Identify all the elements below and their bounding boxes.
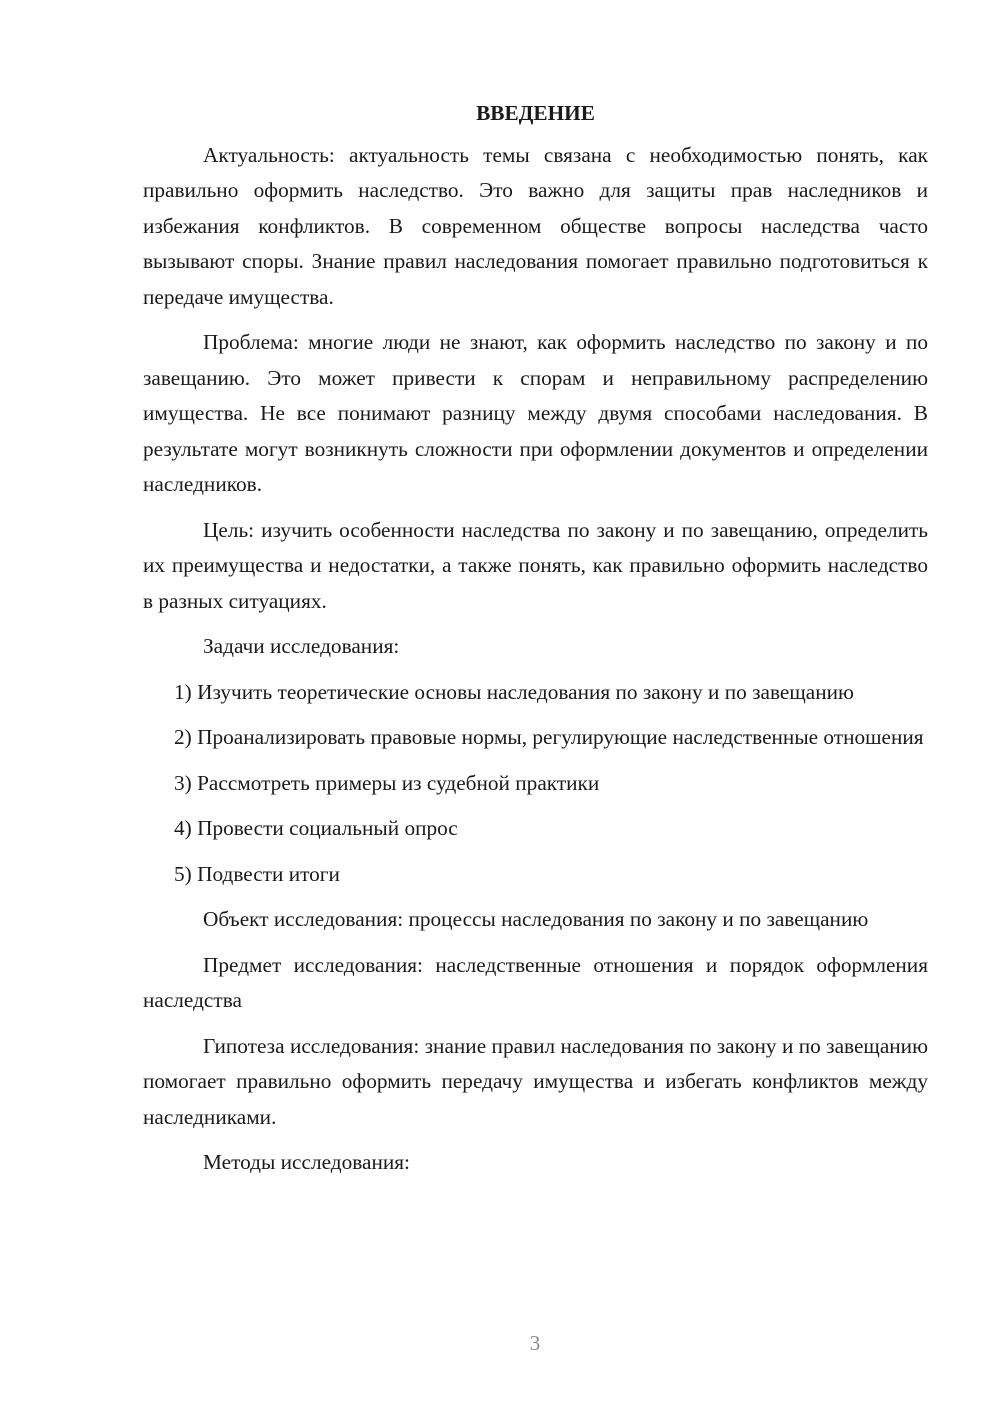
task-item-3: 3) Рассмотреть примеры из судебной практики — [174, 770, 600, 795]
paragraph-problem: Проблема: многие люди не знают, как оформить наследство по закону и по завещанию. Это может привести к спорам и неправильному распределению имущества. Не все понимают разницу между двумя способами наследования. В результате могут возникнуть сложности при оформлении документов и определении наследников. — [143, 330, 928, 496]
task-item-4: 4) Провести социальный опрос — [174, 816, 458, 840]
document-page — [143, 96, 928, 1191]
task-item-2: 2) Проанализировать правовые нормы, регулирующие наследственные отношения — [174, 725, 924, 749]
task-item-5: 5) Подвести итоги — [174, 861, 340, 886]
paragraph-goal: Цель: изучить особенности наследства по закону и по завещанию, определить их преимущества и недостатки, а также понять, как правильно оформить наследство в разных ситуациях. — [143, 517, 928, 613]
paragraph-hypothesis: Гипотеза исследования: знание правил наследования по закону и по завещанию помогает правильно оформить передачу имущества и избегать конфликтов между наследниками. — [143, 1033, 928, 1129]
paragraph-methods: Методы исследования: — [203, 1150, 410, 1174]
paragraph-tasks-heading: Задачи исследования: — [203, 634, 400, 658]
paragraph-subject: Предмет исследования: наследственные отношения и порядок оформления наследства — [143, 952, 928, 1012]
page-number: 3 — [529, 1331, 541, 1355]
paragraph-relevance: Актуальность: актуальность темы связана с необходимостью понять, как правильно оформить наследство. Это важно для защиты прав наследников и избежания конфликтов. В современном обществе вопросы наследства часто вызывают споры. Знание правил наследования помогает правильно подготовиться к передаче имущества. — [143, 142, 928, 309]
task-item-1: 1) Изучить теоретические основы наследования по закону и по завещанию — [174, 679, 854, 704]
page-title: ВВЕДЕНИЕ — [476, 101, 595, 125]
paragraph-object: Объект исследования: процессы наследования по закону и по завещанию — [203, 907, 869, 931]
